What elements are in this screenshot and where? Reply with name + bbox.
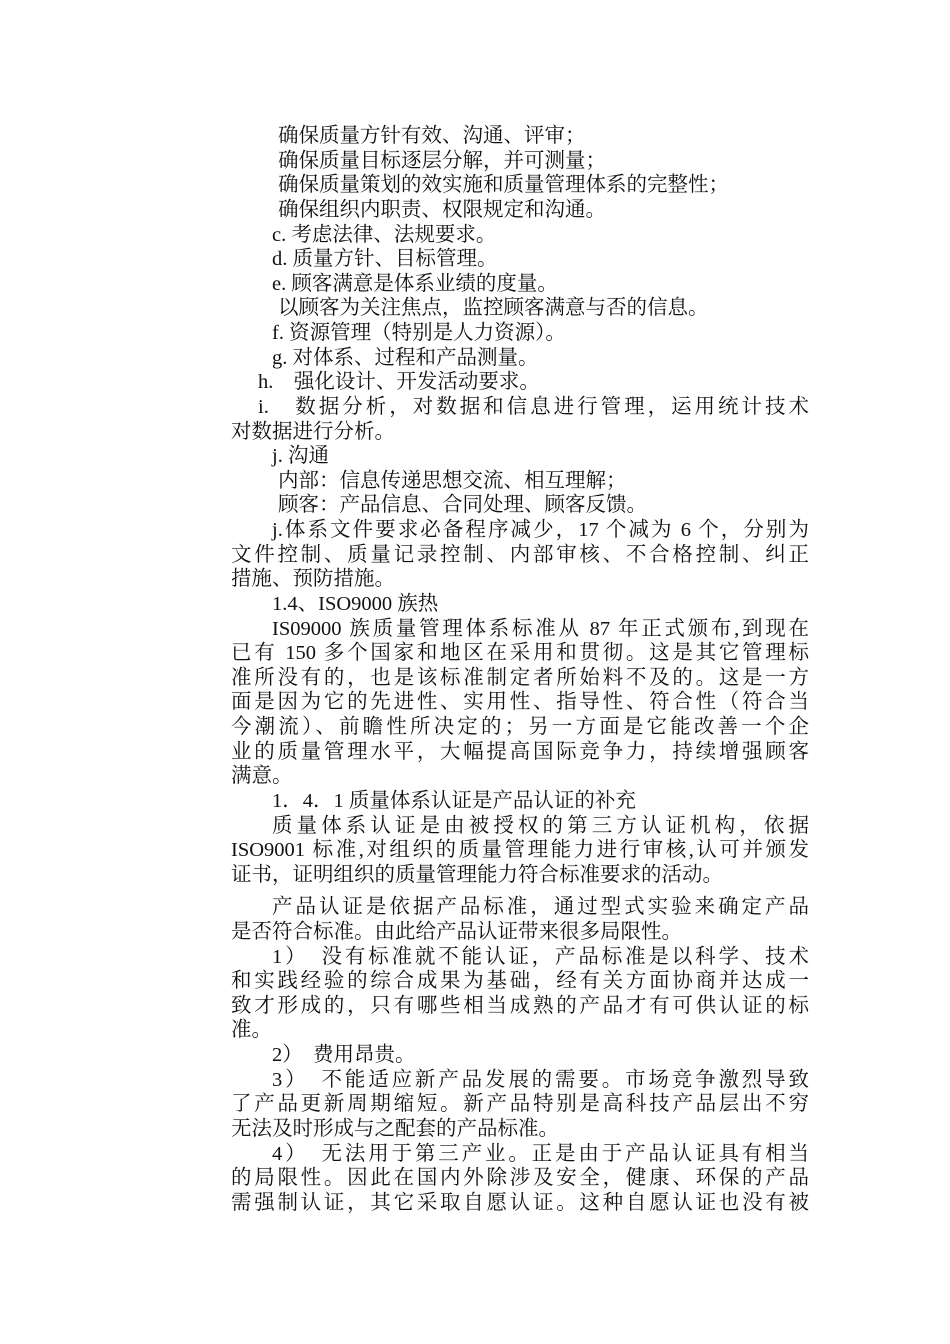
text-line: 2） 费用昂贵。 (272, 1044, 416, 1066)
text-line: 文件控制、质量记录控制、内部审核、不合格控制、纠正 (231, 544, 809, 566)
text-line: 准。 (231, 1019, 272, 1041)
text-line: 确保质量目标逐层分解，并可测量； (278, 150, 606, 172)
text-line: 3） 不能适应新产品发展的需要。市场竞争激烈导致 (272, 1069, 809, 1091)
text-line: i. 数据分析，对数据和信息进行管理，运用统计技术 (258, 396, 809, 418)
text-line: 对数据进行分析。 (231, 421, 395, 443)
text-line: f. 资源管理（特别是人力资源）。 (272, 322, 566, 344)
text-line: 致才形成的，只有哪些相当成熟的产品才有可供认证的标 (231, 995, 809, 1017)
text-line: 顾客：产品信息、合同处理、顾客反馈。 (278, 494, 647, 516)
text-line: 措施、预防措施。 (231, 568, 395, 590)
text-line: 面是因为它的先进性、实用性、指导性、符合性（符合当 (231, 691, 809, 713)
text-line: 确保质量策划的效实施和质量管理体系的完整性； (278, 174, 729, 196)
text-line: IS09000 族质量管理体系标准从 87 年正式颁布,到现在 (272, 618, 809, 640)
text-line: h. 强化设计、开发活动要求。 (258, 371, 540, 393)
text-line: e. 顾客满意是体系业绩的度量。 (272, 273, 558, 295)
text-line: 内部：信息传递思想交流、相互理解； (278, 470, 627, 492)
text-line: 无法及时形成与之配套的产品标准。 (231, 1118, 559, 1140)
text-line: 确保质量方针有效、沟通、评审； (278, 125, 586, 147)
text-line: 业的质量管理水平，大幅提高国际竞争力，持续增强顾客 (231, 741, 809, 763)
text-line: 证书，证明组织的质量管理能力符合标准要求的活动。 (231, 864, 723, 886)
text-line: 和实践经验的综合成果为基础，经有关方面协商并达成一 (231, 970, 809, 992)
section-heading: 1.4、ISO9000 族热 (272, 593, 439, 615)
text-line: 质量体系认证是由被授权的第三方认证机构，依据 (272, 815, 809, 837)
text-line: 今潮流）、前瞻性所决定的；另一方面是它能改善一个企 (231, 716, 809, 738)
text-line: 需强制认证，其它采取自愿认证。这种自愿认证也没有被 (231, 1192, 809, 1214)
text-line: j. 沟通 (272, 445, 329, 467)
text-line: 已有 150 多个国家和地区在采用和贯彻。这是其它管理标 (231, 642, 809, 664)
text-line: g. 对体系、过程和产品测量。 (272, 347, 539, 369)
section-heading: 1．4．1 质量体系认证是产品认证的补充 (272, 790, 636, 812)
text-line: j.体系文件要求必备程序减少，17 个减为 6 个，分别为 (272, 519, 809, 541)
text-line: 了产品更新周期缩短。新产品特别是高科技产品层出不穷 (231, 1093, 809, 1115)
text-line: ISO9001 标准,对组织的质量管理能力进行审核,认可并颁发 (231, 839, 809, 861)
text-line: 满意。 (231, 765, 293, 787)
text-line: 准所没有的，也是该标准制定者所始料不及的。这是一方 (231, 667, 809, 689)
text-line: 确保组织内职责、权限规定和沟通。 (278, 199, 606, 221)
text-line: 4） 无法用于第三产业。正是由于产品认证具有相当 (272, 1143, 809, 1165)
text-line: d. 质量方针、目标管理。 (272, 248, 498, 270)
text-line: 以顾客为关注焦点，监控顾客满意与否的信息。 (278, 297, 709, 319)
text-line: c. 考虑法律、法规要求。 (272, 224, 497, 246)
text-line: 1） 没有标准就不能认证，产品标准是以科学、技术 (272, 946, 809, 968)
text-line: 的局限性。因此在国内外除涉及安全，健康、环保的产品 (231, 1167, 809, 1189)
text-line: 是否符合标准。由此给产品认证带来很多局限性。 (231, 921, 682, 943)
text-line: 产品认证是依据产品标准，通过型式实验来确定产品 (272, 896, 809, 918)
